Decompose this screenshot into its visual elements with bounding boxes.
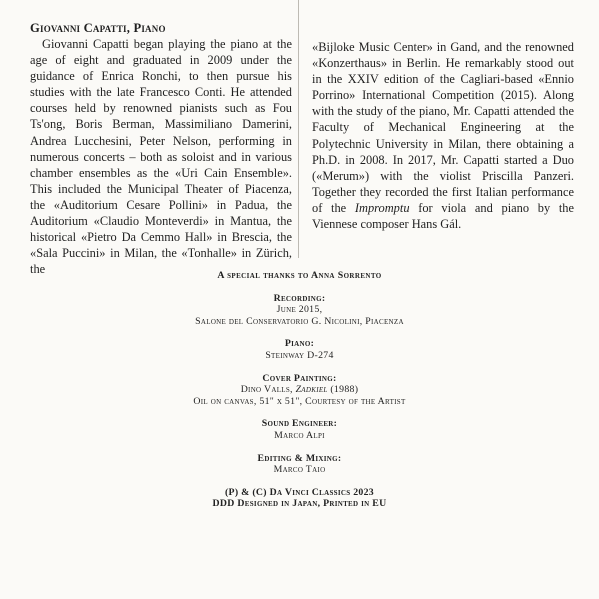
cover-artist-line bbox=[0, 384, 599, 396]
page-fold-divider bbox=[298, 0, 299, 258]
copyright-block bbox=[0, 487, 599, 510]
bio-right-column bbox=[312, 39, 574, 232]
bio-paragraph-left: Giovanni Capatti began playing the piano at the age of eight and graduated in 2009 under the guidance of Enrica Ronchi, to then pursue his studies with the late Francesco Conti. He attended courses held by renowned pianists such as Fou Ts'ong, Boris Berman, Massimiliano Damerini, Andrea Lucchesini, Peter Nelson, performing in numerous concerts – both as soloist and in various chamber ensembles as the «Uri Cain Ensemble». This included the Municipal Theater of Piacenza, the «Auditorium Cesare Pollini» in Padua, the Auditorium «Claudio Monteverdi» in Mantua, the historical «Pietro Da Cemmo Hall» in Brescia, the «Sala Puccini» in Milan, the «Tonhalle» in Zürich, the bbox=[30, 37, 292, 277]
copyright-line: (P) & (C) Da Vinci Classics 2023 bbox=[224, 486, 374, 498]
cover-year: (1988) bbox=[327, 384, 359, 396]
piano-credit bbox=[0, 338, 599, 361]
piano-value: Steinway D-274 bbox=[265, 349, 334, 361]
editing-value: Marco Taio bbox=[273, 464, 326, 476]
cover-artist: Dino Valls, bbox=[240, 384, 296, 396]
engineer-label: Sound Engineer: bbox=[261, 418, 338, 430]
engineer-value: Marco Alpi bbox=[274, 429, 325, 441]
cover-title: Zadkiel bbox=[295, 384, 328, 396]
bio-heading: Giovanni Capatti, Piano bbox=[30, 21, 166, 35]
ddd-line: DDD Designed in Japan, Printed in EU bbox=[212, 498, 387, 510]
cover-credit bbox=[0, 373, 599, 408]
editing-label: Editing & Mixing: bbox=[257, 452, 342, 464]
recording-credit bbox=[0, 293, 599, 328]
credits-section bbox=[0, 270, 599, 510]
piano-label: Piano: bbox=[284, 338, 315, 350]
cover-details: Oil on canvas, 51" x 51", Courtesy of the Artist bbox=[193, 395, 406, 407]
recording-date: June 2015, bbox=[276, 304, 323, 316]
special-thanks: A special thanks to Anna Sorrento bbox=[217, 270, 382, 281]
recording-label: Recording: bbox=[273, 292, 326, 304]
recording-place: Salone del Conservatorio G. Nicolini, Piacenza bbox=[195, 315, 404, 327]
bio-right-italic-title: Impromptu bbox=[354, 200, 410, 215]
engineer-credit bbox=[0, 418, 599, 441]
bio-right-text-1: «Bijloke Music Center» in Gand, and the renowned «Konzerthaus» in Berlin. He remarkably stood out in the XXIV edition of the Cagliari-based «Ennio Porrino» International Competition (2015). Along with the study of the piano, Mr. Capatti attended the Faculty of Mechanical Engineering at the Polytechnic University in Milan, there obtaining a Ph.D. in 2008. In 2017, Mr. Capatti started a Duo («Merum») with the violist Priscilla Panzeri. Together they recorded the first Italian performance of the bbox=[312, 40, 574, 215]
bio-right-text-2: for viola and piano by the Viennese composer Hans Gál. bbox=[312, 200, 574, 232]
bio-paragraph-right bbox=[312, 39, 574, 232]
cover-label: Cover Painting: bbox=[262, 372, 337, 384]
editing-credit bbox=[0, 453, 599, 476]
bio-left-column bbox=[30, 20, 292, 277]
